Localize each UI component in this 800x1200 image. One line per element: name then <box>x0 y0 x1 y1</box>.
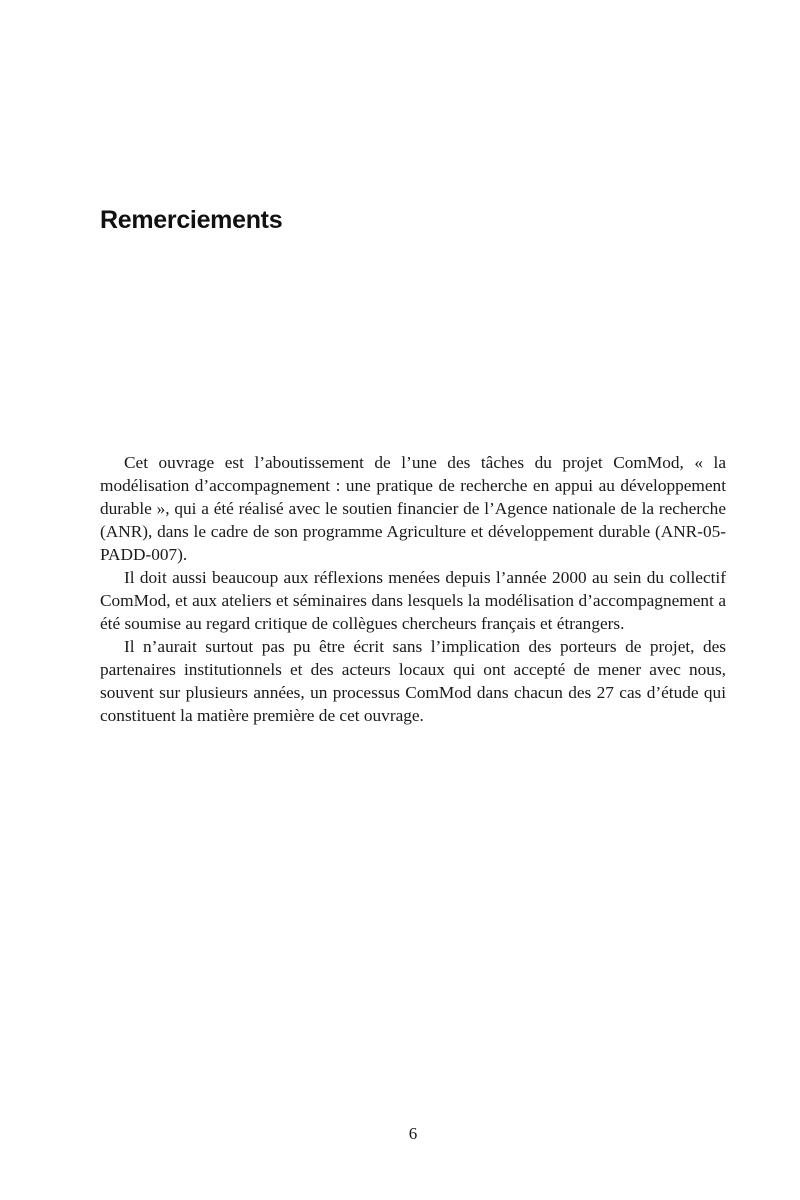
acknowledgements-body <box>100 451 726 727</box>
paragraph-anr-funding: Cet ouvrage est l’aboutissement de l’une des tâches du projet ComMod, « la modélisation d’accompagnement : une pratique de recherche en appui au développement durable », qui a été réalisé avec le soutien financier de l’Agence nationale de la recherche (ANR), dans le cadre de son programme Agriculture et développement durable (ANR-05-PADD-007). <box>100 453 726 564</box>
paragraph-project-partners: Il n’aurait surtout pas pu être écrit sans l’implication des porteurs de projet, des partenaires institutionnels et des acteurs locaux qui ont accepté de mener avec nous, souvent sur plusieurs années, un processus ComMod dans chacun des 27 cas d’étude qui constituent la matière première de cet ouvrage. <box>100 637 726 725</box>
paragraph-collective-reflections: Il doit aussi beaucoup aux réflexions menées depuis l’année 2000 au sein du collectif ComMod, et aux ateliers et séminaires dans lesquels la modélisation d’accompagnement a été soumise au regard critique de collègues chercheurs français et étrangers. <box>100 568 726 633</box>
page-number: 6 <box>408 1124 418 1143</box>
page-title: Remerciements <box>100 206 283 234</box>
